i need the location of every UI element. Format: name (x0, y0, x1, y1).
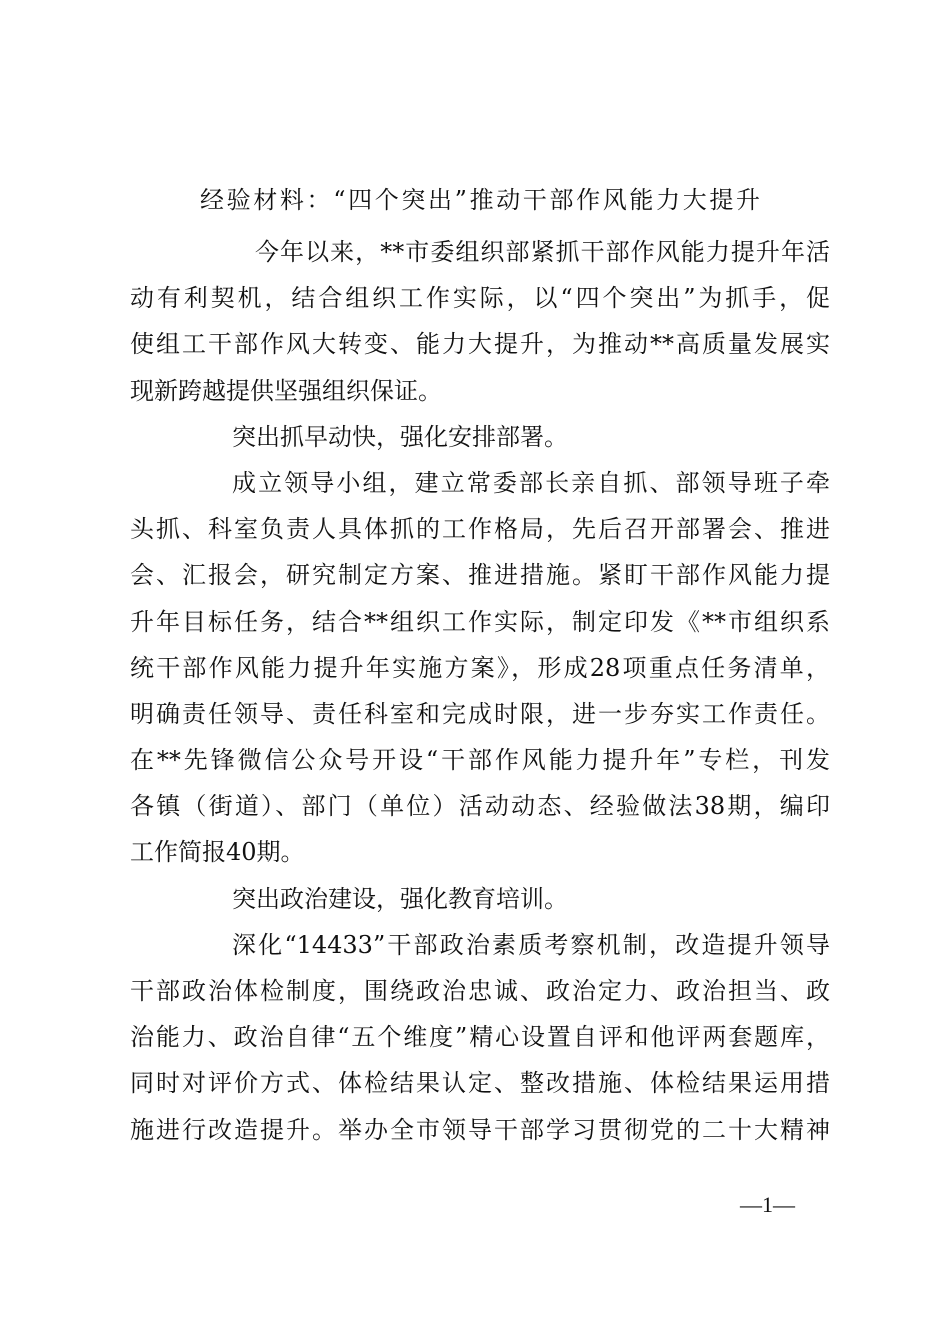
paragraph-line: 头抓、科室负责人具体抓的工作格局，先后召开部署会、推进 (130, 515, 830, 544)
document-body (130, 229, 830, 1153)
paragraph-line: 升年目标任务，结合**组织工作实际，制定印发《**市组织系 (130, 607, 830, 636)
paragraph-line: 同时对评价方式、体检结果认定、整改措施、体检结果运用措 (130, 1069, 830, 1098)
paragraph-line: 在**先锋微信公众号开设“干部作风能力提升年”专栏，刊发 (130, 746, 830, 775)
paragraph-line: 动有利契机，结合组织工作实际，以“四个突出”为抓手，促 (130, 284, 830, 313)
paragraph-line: 深化“14433”干部政治素质考察机制，改造提升领导 (232, 930, 830, 959)
paragraph-line: 成立领导小组，建立常委部长亲自抓、部领导班子牵 (232, 468, 830, 497)
paragraph-line: 现新跨越提供坚强组织保证。 (130, 376, 442, 405)
paragraph-line: 治能力、政治自律“五个维度”精心设置自评和他评两套题库， (130, 1023, 830, 1052)
paragraph-line: 统干部作风能力提升年实施方案》，形成28项重点任务清单， (130, 653, 830, 682)
page-number: —1— (740, 1192, 795, 1217)
paragraph-line: 各镇（街道）、部门（单位）活动动态、经验做法38期，编印 (130, 792, 830, 821)
paragraph-line: 会、汇报会，研究制定方案、推进措施。紧盯干部作风能力提 (130, 561, 830, 590)
paragraph-line: 干部政治体检制度，围绕政治忠诚、政治定力、政治担当、政 (130, 977, 830, 1005)
paragraph-line: 工作简报40期。 (130, 838, 305, 867)
paragraph-line: 明确责任领导、责任科室和完成时限，进一步夯实工作责任。 (130, 699, 830, 728)
paragraph-line: 使组工干部作风大转变、能力大提升，为推动**高质量发展实 (130, 330, 830, 359)
paragraph-line: 施进行改造提升。举办全市领导干部学习贯彻党的二十大精神 (130, 1115, 830, 1144)
paragraph-line: 今年以来，**市委组织部紧抓干部作风能力提升年活 (255, 238, 830, 266)
section-heading: 突出抓早动快，强化安排部署。 (232, 422, 568, 451)
section-heading: 突出政治建设，强化教育培训。 (232, 884, 568, 913)
document-title: 经验材料：“四个突出”推动干部作风能力大提升 (200, 186, 760, 214)
